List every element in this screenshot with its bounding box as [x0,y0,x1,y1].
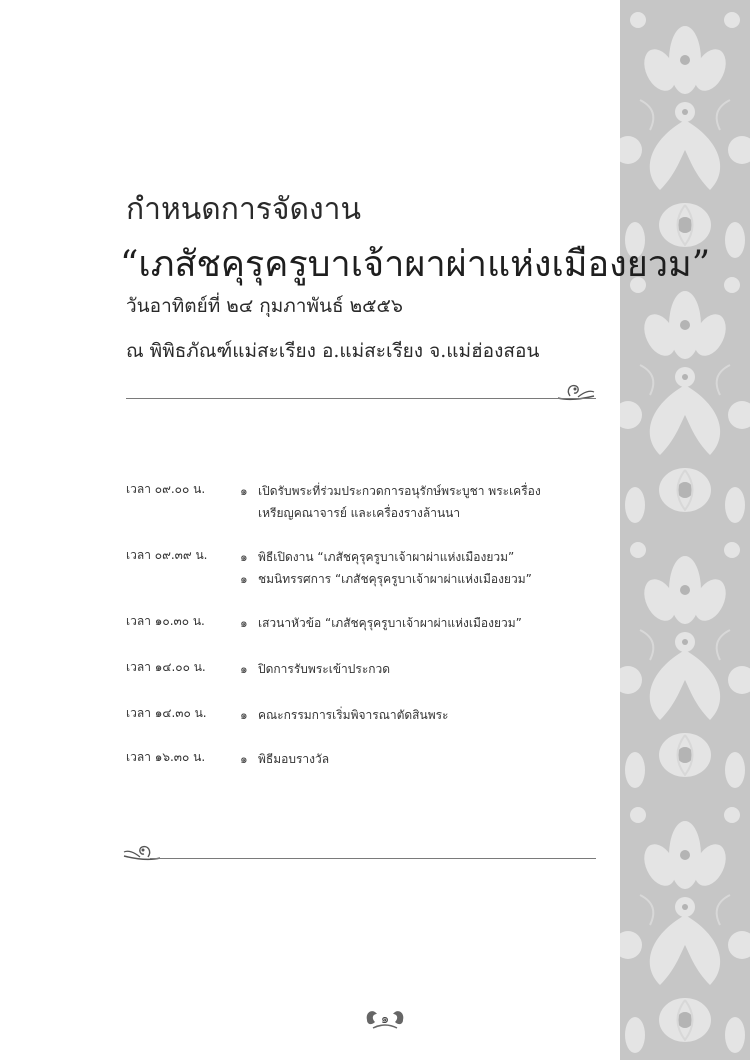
schedule-item [240,546,606,568]
schedule-list [126,480,606,778]
bullet-icon: ๑ [240,662,248,676]
flourish-ornament-icon [122,840,162,866]
bullet-icon: ๑ [240,550,248,564]
divider-top [126,398,596,399]
schedule-item [240,748,606,770]
schedule-item-text-cont: เหรียญคณาจารย์ และเครื่องรางล้านนา [258,506,461,520]
schedule-time: เวลา ๐๙.๐๐ น. [126,482,206,496]
schedule-row [126,480,606,546]
page-title: กำหนดการจัดงาน [126,192,361,227]
bullet-icon: ๑ [240,708,248,722]
flourish-ornament-icon [556,378,596,404]
schedule-time: เวลา ๑๖.๓๐ น. [126,750,206,764]
bullet-icon: ๑ [240,616,248,630]
event-date: วันอาทิตย์ที่ ๒๔ กุมภาพันธ์ ๒๕๕๖ [126,295,403,317]
schedule-item [240,658,606,680]
schedule-row [126,546,606,612]
schedule-time: เวลา ๐๙.๓๙ น. [126,548,208,562]
bullet-icon: ๑ [240,752,248,766]
schedule-time: เวลา ๑๔.๐๐ น. [126,660,206,674]
schedule-row [126,748,606,778]
schedule-item [240,612,606,634]
page-number-ornament [365,1006,415,1036]
schedule-item [240,480,606,524]
schedule-row [126,658,606,704]
event-venue: ณ พิพิธภัณฑ์แม่สะเรียง อ.แม่สะเรียง จ.แม่ฮ่องสอน [126,340,540,362]
schedule-row [126,612,606,658]
schedule-item [240,704,606,726]
schedule-item-text: พิธีเปิดงาน “เภสัชคุรุครูบาเจ้าผาผ่าแห่งเมืองยวม” [258,550,515,564]
schedule-item [240,568,606,590]
schedule-time: เวลา ๑๔.๓๐ น. [126,706,207,720]
schedule-item-text: คณะกรรมการเริ่มพิจารณาตัดสินพระ [258,708,449,722]
schedule-item-text: เสวนาหัวข้อ “เภสัชคุรุครูบาเจ้าผาผ่าแห่งเมืองยวม” [258,616,522,630]
schedule-item-text: เปิดรับพระที่ร่วมประกวดการอนุรักษ์พระบูชา พระเครื่อง [258,484,541,498]
schedule-item-text: พิธีมอบรางวัล [258,752,330,766]
schedule-item-text: ปิดการรับพระเข้าประกวด [258,662,391,676]
divider-bottom [150,858,596,859]
page-number: ๑ [380,1012,390,1027]
bullet-icon: ๑ [240,484,248,498]
decorative-damask-panel [620,0,750,1060]
event-name: “เภสัชคุรุครูบาเจ้าผาผ่าแห่งเมืองยวม” [120,244,711,285]
schedule-time: เวลา ๑๐.๓๐ น. [126,614,205,628]
bullet-icon: ๑ [240,572,248,586]
schedule-row [126,704,606,748]
schedule-item-text: ชมนิทรรศการ “เภสัชคุรุครูบาเจ้าผาผ่าแห่งเมืองยวม” [258,572,532,586]
